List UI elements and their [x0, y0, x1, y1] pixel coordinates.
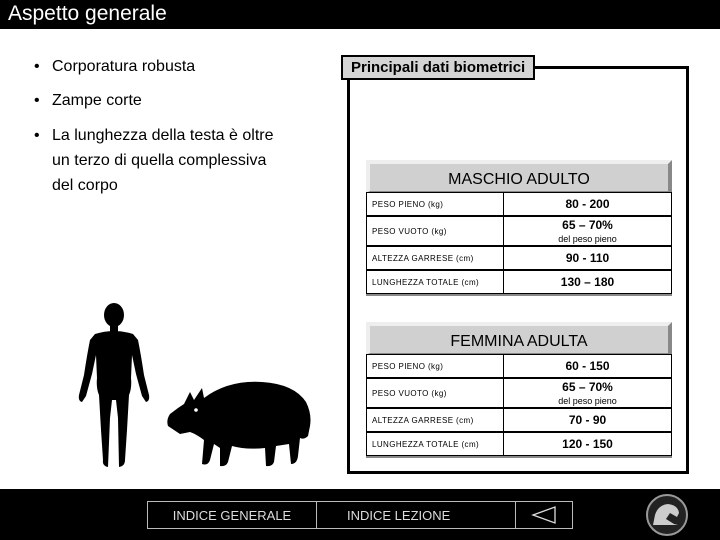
female-label-withers-height: ALTEZZA GARRESE (cm) — [366, 408, 504, 432]
bullet-text: un terzo di quella complessiva — [52, 152, 267, 169]
human-silhouette-icon — [78, 300, 154, 470]
female-value-weight-full: 60 - 150 — [503, 354, 672, 378]
bullet-text: La lunghezza della testa è oltre — [52, 127, 274, 144]
male-value-weight-full: 80 - 200 — [503, 192, 672, 216]
bullet-dot-icon: • — [34, 92, 40, 109]
biometrics-title: Principali dati biometrici — [341, 55, 535, 80]
female-value-weight-empty: 65 – 70% del peso pieno — [503, 378, 672, 408]
bullet-text: del corpo — [52, 177, 118, 194]
row-separator — [366, 456, 672, 458]
back-arrow-icon — [531, 505, 557, 525]
male-value-total-length: 130 – 180 — [503, 270, 672, 294]
female-value-withers-height: 70 - 90 — [503, 408, 672, 432]
bullet-item — [34, 88, 142, 113]
male-label-weight-full: PESO PIENO (kg) — [366, 192, 504, 216]
wild-boar-silhouette-icon — [166, 374, 314, 468]
back-button[interactable] — [515, 501, 573, 529]
female-label-weight-full: PESO PIENO (kg) — [366, 354, 504, 378]
male-value-weight-empty: 65 – 70% del peso pieno — [503, 216, 672, 246]
female-value-total-length: 120 - 150 — [503, 432, 672, 456]
bullet-dot-icon: • — [34, 127, 40, 144]
male-label-total-length: LUNGHEZZA TOTALE (cm) — [366, 270, 504, 294]
male-label-withers-height: ALTEZZA GARRESE (cm) — [366, 246, 504, 270]
bullet-text: Zampe corte — [52, 92, 142, 109]
bullet-item — [34, 54, 196, 79]
male-value-withers-height: 90 - 110 — [503, 246, 672, 270]
page-title: Aspetto generale — [8, 2, 167, 25]
bullet-text: Corporatura robusta — [52, 58, 196, 75]
female-section-heading: FEMMINA ADULTA — [366, 322, 672, 355]
male-section-heading: MASCHIO ADULTO — [366, 160, 672, 193]
index-lesson-button[interactable]: INDICE LEZIONE — [316, 501, 516, 529]
bullet-dot-icon: • — [34, 58, 40, 75]
index-general-button[interactable]: INDICE GENERALE — [147, 501, 317, 529]
female-label-weight-empty: PESO VUOTO (kg) — [366, 378, 504, 408]
male-label-weight-empty: PESO VUOTO (kg) — [366, 216, 504, 246]
female-label-total-length: LUNGHEZZA TOTALE (cm) — [366, 432, 504, 456]
row-separator — [366, 294, 672, 296]
logo-icon[interactable] — [644, 493, 690, 537]
bullet-item — [34, 123, 274, 198]
